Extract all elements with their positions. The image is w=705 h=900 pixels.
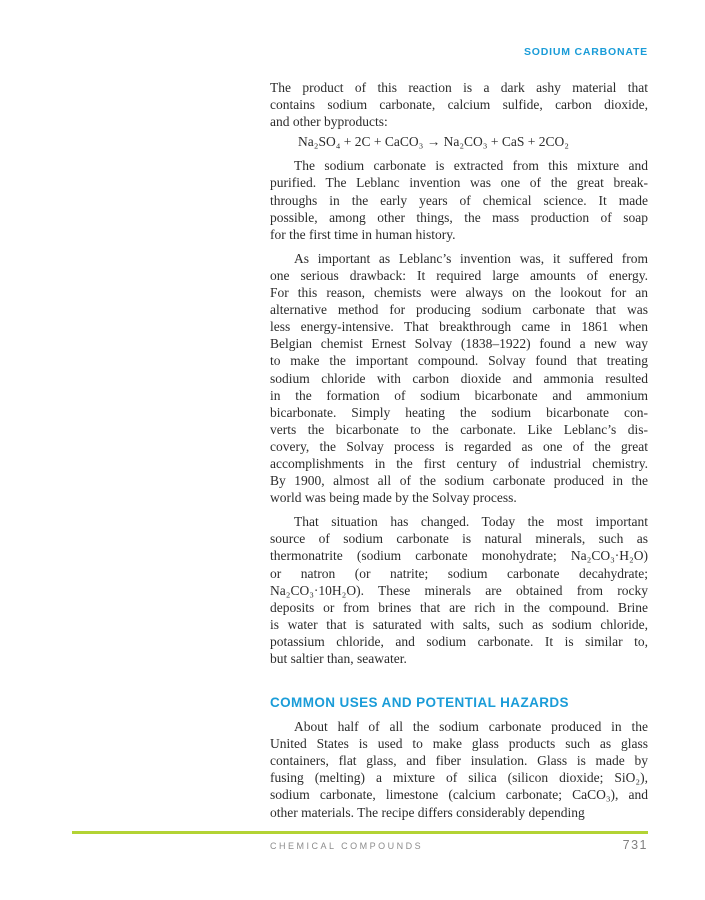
text-line: other materials. The recipe differs considerably depending: [270, 804, 585, 820]
text-line: is water that is saturated with salts, such as sodium chloride,: [270, 616, 648, 632]
running-head: SODIUM CARBONATE: [523, 46, 648, 58]
text-line: That situation has changed. Today the most important: [294, 514, 648, 530]
text-line: and other byproducts:: [270, 114, 388, 130]
paragraph: [270, 79, 648, 130]
text-line: Belgian chemist Ernest Solvay (1838–1922) found a new way: [270, 336, 648, 352]
text-line: sodium chloride with carbon dioxide and ammonia resulted: [270, 370, 648, 386]
text-line: thermonatrite (sodium carbonate monohydrate; Na₂CO₃·H₂O): [270, 548, 648, 564]
text-line: bicarbonate. Simply heating the sodium bicarbonate con-: [270, 404, 648, 420]
footer-book-title: CHEMICAL COMPOUNDS: [270, 841, 424, 851]
text-line: containers, flat glass, and fiber insulation. Glass is made by: [270, 753, 648, 769]
text-line: purified. The Leblanc invention was one of the great break-: [270, 175, 648, 191]
paragraph: [270, 157, 648, 242]
text-line: sodium carbonate, limestone (calcium carbonate; CaCO₃), and: [270, 787, 648, 803]
paragraph: [270, 250, 648, 506]
paragraph: [270, 718, 648, 821]
text-line: United States is used to make glass products such as glass: [270, 736, 648, 752]
footer: [270, 838, 648, 852]
text-line: or natron (or natrite; sodium carbonate decahydrate;: [270, 565, 648, 581]
paragraph: [270, 513, 648, 667]
text-line: fusing (melting) a mixture of silica (silicon dioxide; SiO₂),: [270, 770, 648, 786]
text-line: contains sodium carbonate, calcium sulfide, carbon dioxide,: [270, 97, 648, 113]
text-line: verts the bicarbonate to the carbonate. Like Leblanc’s dis-: [270, 421, 648, 437]
text-line: one serious drawback: It required large amounts of energy.: [270, 267, 648, 283]
chemical-equation: Na₂SO₄ + 2C + CaCO₃ → Na₂CO₃ + CaS + 2CO₂: [298, 134, 569, 150]
text-line: in the formation of sodium bicarbonate and ammonium: [270, 387, 648, 403]
text-column: [270, 79, 648, 821]
text-line: The sodium carbonate is extracted from this mixture and: [294, 158, 648, 174]
text-line: The product of this reaction is a dark ashy material that: [270, 80, 648, 95]
text-line: deposits or from brines that are rich in the compound. Brine: [270, 599, 648, 615]
text-line: but saltier than, seawater.: [270, 651, 407, 666]
footer-page-number: 731: [622, 838, 648, 852]
text-line: less energy-intensive. That breakthrough came in 1861 when: [270, 319, 648, 335]
text-line: source of sodium carbonate is natural minerals, such as: [270, 531, 648, 547]
section-heading: COMMON USES AND POTENTIAL HAZARDS: [270, 695, 569, 711]
text-line: For this reason, chemists were always on the lookout for an: [270, 285, 648, 301]
text-line: alternative method for producing sodium carbonate that was: [270, 302, 648, 318]
text-line: potassium chloride, and sodium carbonate. It is similar to,: [270, 633, 648, 649]
text-line: Na₂CO₃·10H₂O). These minerals are obtained from rocky: [270, 582, 648, 598]
text-line: throughs in the early years of chemical science. It made: [270, 192, 648, 208]
text-line: possible, among other things, the mass production of soap: [270, 209, 648, 225]
text-line: world was being made by the Solvay process.: [270, 490, 517, 506]
text-line: accomplishments in the first century of industrial chemistry.: [270, 455, 648, 471]
text-line: covery, the Solvay process is regarded as one of the great: [270, 438, 648, 454]
text-line: About half of all the sodium carbonate produced in the: [294, 719, 648, 735]
text-line: to make the important compound. Solvay found that treating: [270, 353, 648, 369]
footer-rule: [72, 831, 648, 834]
text-line: As important as Leblanc’s invention was, it suffered from: [294, 250, 648, 266]
text-line: By 1900, almost all of the sodium carbonate produced in the: [270, 473, 648, 489]
text-line: for the first time in human history.: [270, 226, 456, 242]
